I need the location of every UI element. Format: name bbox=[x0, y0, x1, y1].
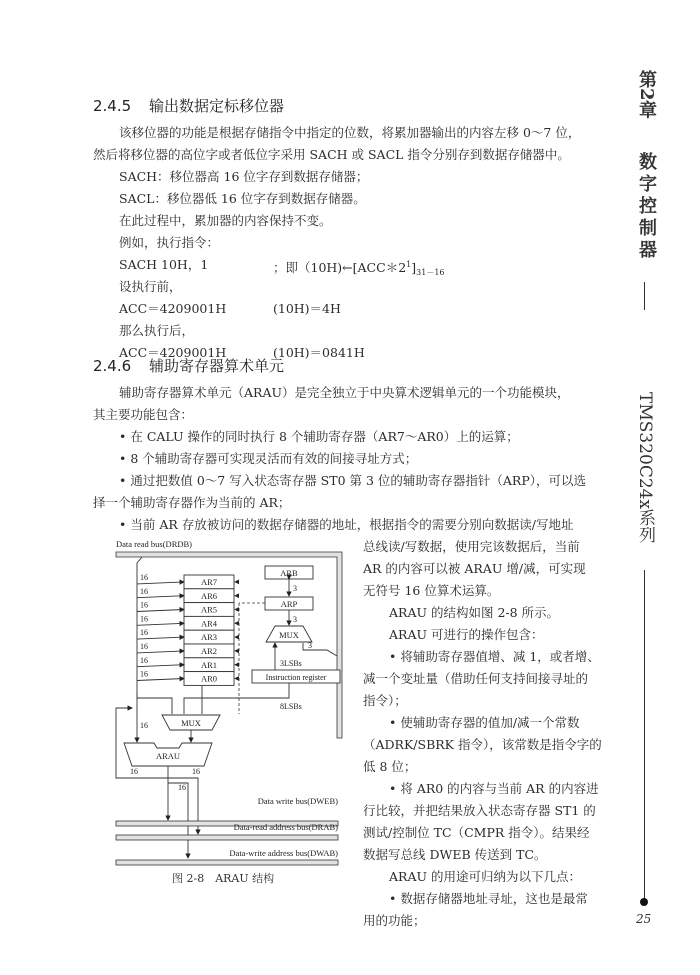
bits-16-label: 16 bbox=[140, 573, 148, 582]
comment-sub: 31－16 bbox=[416, 268, 445, 277]
register-label: AR0 bbox=[200, 673, 218, 684]
register-label: AR1 bbox=[200, 659, 218, 670]
register-label: AR7 bbox=[200, 577, 218, 587]
section-title: 辅助寄存器算术单元 bbox=[149, 357, 285, 375]
top-mux-label: MUX bbox=[279, 630, 299, 640]
sacl-line: SACL：移位器低 16 位字存到数据存储器。 bbox=[119, 191, 366, 206]
bits-16-label: 16 bbox=[140, 669, 148, 679]
paragraph: 辅助寄存器算术单元（ARAU）是完全独立于中央算术逻辑单元的一个功能模块， bbox=[119, 385, 570, 400]
text-line: 测试/控制位 TC（CMPR 指令）。结果经 bbox=[363, 825, 590, 840]
paragraph: 该移位器的功能是根据存储指令中指定的位数，将累加器输出的内容左移 0～7 位， bbox=[119, 125, 581, 140]
before-values bbox=[93, 298, 623, 320]
section-title: 输出数据定标移位器 bbox=[149, 97, 285, 115]
text-line: 低 8 位； bbox=[363, 759, 417, 774]
bullet-item: • 通过把数值 0～7 写入状态寄存器 ST0 第 3 位的辅助寄存器指针（ARP），可以选 bbox=[119, 473, 586, 488]
register-input-line bbox=[137, 651, 184, 653]
bullet-item: • 8 个辅助寄存器可实现灵活而有效的间接寻址方式； bbox=[119, 451, 418, 466]
bits-16-label: 16 bbox=[140, 721, 148, 730]
bits-16-label: 16 bbox=[140, 614, 148, 624]
register-input-line bbox=[137, 679, 184, 681]
example-line: 例如，执行指令： bbox=[119, 235, 220, 250]
chapter-title: 数字控制器 bbox=[636, 152, 657, 262]
bits-16-label: 16 bbox=[178, 783, 186, 792]
comment-text: ；即（10H)←[ACC＊2 bbox=[273, 260, 407, 275]
section-number: 2.4.5 bbox=[93, 97, 132, 115]
page-number: 25 bbox=[636, 912, 652, 926]
text-line: 数据写总线 DWEB 传送到 TC。 bbox=[363, 847, 547, 862]
bullet-item: • 使辅助寄存器的值加/减一个常数 bbox=[389, 715, 580, 730]
drab-bus bbox=[116, 835, 338, 840]
bits-16-label: 16 bbox=[140, 642, 148, 651]
paragraph: 然后将移位器的高位字或者低位字采用 SACH 或 SACL 指令分别存到数据存储器中。 bbox=[93, 147, 570, 162]
before-acc: ACC＝4209001H bbox=[119, 301, 227, 316]
figure-caption: 图 2-8 ARAU 结构 bbox=[172, 872, 275, 885]
unchanged-line: 在此过程中，累加器的内容保持不变。 bbox=[119, 213, 332, 228]
bits-16-label: 16 bbox=[140, 628, 148, 638]
bullet-item: • 在 CALU 操作的同时执行 8 个辅助寄存器（AR7～AR0）上的运算； bbox=[119, 429, 519, 444]
running-header bbox=[630, 70, 660, 910]
series-label: TMS320C24x系列 bbox=[635, 392, 655, 544]
dwab-bus bbox=[116, 860, 338, 865]
after-line: 那么执行后， bbox=[119, 323, 195, 338]
register-label: AR3 bbox=[200, 632, 218, 643]
text-line: ARAU 的结构如图 2-8 所示。 bbox=[389, 605, 560, 620]
instruction: SACH 10H，1 bbox=[119, 257, 209, 272]
section-heading-2-4-5 bbox=[93, 95, 284, 116]
bullet-item: • 数据存储器地址寻址，这也是最常 bbox=[389, 891, 588, 906]
register-label: AR6 bbox=[200, 590, 218, 601]
register-input-line bbox=[137, 610, 184, 612]
lsb8-label: 8LSBs bbox=[280, 702, 302, 711]
bits-16-label: 16 bbox=[140, 655, 148, 665]
after-mem: (10H)＝0841H bbox=[273, 345, 365, 360]
text-line: （ADRK/SBRK 指令），该常数是指令字的 bbox=[363, 737, 602, 752]
dweb-label: Data write bus(DWEB) bbox=[257, 796, 338, 806]
text-line: 行比较，并把结果放入状态寄存器 ST1 的 bbox=[363, 803, 596, 818]
bullet-item: • 将辅助寄存器值增、减 1，或者增、 bbox=[389, 649, 600, 664]
arau-diagram bbox=[112, 538, 352, 888]
sach-line: SACH：移位器高 16 位字存到数据存储器； bbox=[119, 169, 369, 184]
bits-16-label: 16 bbox=[130, 767, 138, 776]
drab-label: Data-read address bus(DRAB) bbox=[233, 822, 338, 832]
register-file bbox=[137, 573, 239, 685]
bullet-item-cont: 择一个辅助寄存器作为当前的 AR； bbox=[93, 495, 291, 510]
section-heading-2-4-6 bbox=[93, 355, 284, 376]
register-input-line bbox=[137, 582, 184, 584]
arp-label: ARP bbox=[280, 599, 298, 609]
header-rule bbox=[644, 282, 645, 310]
text-line: 总线读/写数据，使用完该数据后，当前 bbox=[363, 539, 580, 554]
before-mem: (10H)＝4H bbox=[273, 301, 341, 316]
register-input-line bbox=[137, 665, 184, 667]
drdb-label: Data read bus(DRDB) bbox=[116, 539, 193, 549]
bus-to-mux-line bbox=[137, 693, 172, 714]
comment-sup: 1 bbox=[406, 260, 412, 269]
register-label: AR4 bbox=[200, 618, 218, 629]
instruction-line bbox=[93, 254, 623, 276]
text-line: 指令）； bbox=[363, 693, 407, 708]
register-label: AR2 bbox=[200, 646, 218, 656]
bullet-item: • 当前 AR 存放被访问的数据存储器的地址，根据指令的需要分别向数据读/写地址 bbox=[119, 517, 574, 532]
text-line: 减一个变址量（借助任何支持间接寻址的 bbox=[363, 671, 589, 686]
text-line: ARAU 可进行的操作包含： bbox=[389, 627, 544, 642]
text-line: ARAU 的用途可归纳为以下几点： bbox=[389, 869, 581, 884]
lsb3-label: 3LSBs bbox=[280, 659, 302, 668]
text-line: 无符号 16 位算术运算。 bbox=[363, 583, 500, 598]
dwab-label: Data-write address bus(DWAB) bbox=[229, 848, 338, 858]
bits-16-label: 16 bbox=[140, 586, 148, 596]
text-line: 用的功能； bbox=[363, 913, 426, 928]
bits-16-label: 16 bbox=[192, 767, 200, 776]
bullet-item: • 将 AR0 的内容与当前 AR 的内容进 bbox=[389, 781, 599, 796]
paragraph: 其主要功能包含： bbox=[93, 407, 194, 422]
bits-3-label: 3 bbox=[308, 641, 312, 650]
section-number: 2.4.6 bbox=[93, 357, 132, 375]
chapter-label: 第2章 bbox=[636, 70, 657, 119]
section-246-body bbox=[93, 382, 623, 536]
register-label: AR5 bbox=[200, 604, 218, 615]
bits-16-label: 16 bbox=[140, 600, 148, 610]
bits-3-label: 3 bbox=[293, 584, 297, 593]
lsb8-link bbox=[184, 683, 289, 714]
bits-3-label: 3 bbox=[293, 615, 297, 624]
rule-end-dot bbox=[640, 898, 648, 906]
arau-label: ARAU bbox=[155, 751, 181, 761]
before-line: 设执行前， bbox=[119, 279, 182, 294]
right-column-text bbox=[363, 536, 621, 932]
register-input-line bbox=[137, 596, 184, 598]
section-245-body bbox=[93, 122, 623, 364]
instruction-register-label: Instruction register bbox=[265, 673, 327, 682]
comment-bracket: ] bbox=[411, 260, 417, 275]
after-acc: ACC＝4209001H bbox=[119, 345, 227, 360]
header-rule bbox=[644, 570, 645, 900]
lower-mux-label: MUX bbox=[181, 718, 201, 728]
text-line: AR 的内容可以被 ARAU 增/减，可实现 bbox=[363, 561, 586, 576]
register-input-line bbox=[137, 623, 184, 625]
register-input-line bbox=[137, 637, 184, 639]
arb-label: ARB bbox=[280, 568, 298, 578]
instruction-comment bbox=[273, 254, 445, 284]
